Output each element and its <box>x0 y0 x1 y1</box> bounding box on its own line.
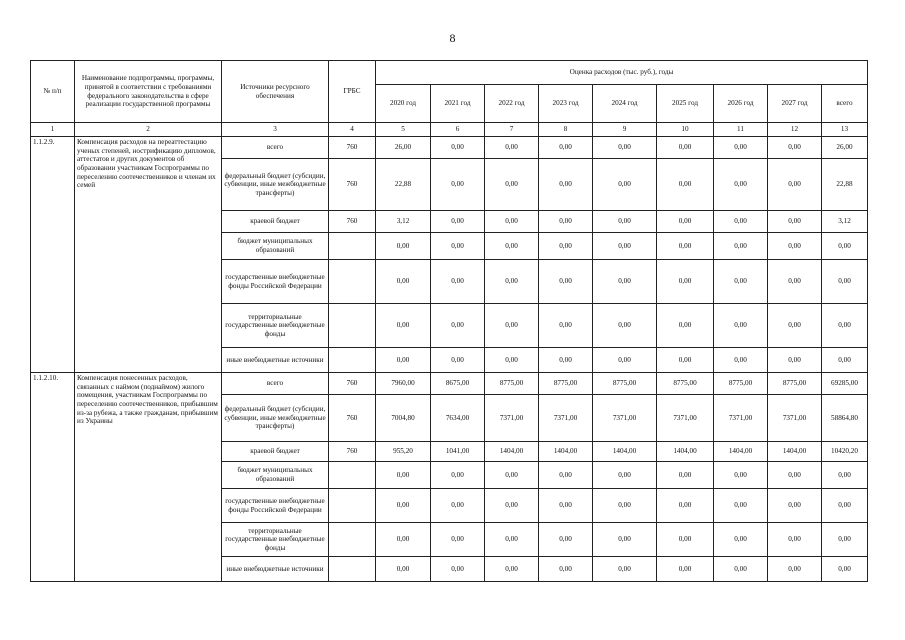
grbs-code <box>329 348 376 373</box>
funding-source: иные внебюджетные источники <box>222 557 329 582</box>
year-value: 22,88 <box>376 159 431 211</box>
year-value: 0,00 <box>714 260 768 304</box>
year-value: 0,00 <box>714 348 768 373</box>
total-value: 0,00 <box>822 348 868 373</box>
header-year: 2025 год <box>657 85 714 123</box>
year-value: 0,00 <box>485 462 539 489</box>
year-value: 0,00 <box>539 304 593 348</box>
year-value: 0,00 <box>539 233 593 260</box>
header-source: Источники ресурсного обеспечения <box>222 61 329 123</box>
total-value: 0,00 <box>822 233 868 260</box>
grbs-code <box>329 260 376 304</box>
year-value: 7371,00 <box>768 395 822 442</box>
item-name: Компенсация расходов на переаттестацию ученых степеней, нострификацию дипломов, аттестатов и других документов об образовании участникам Госпрограммы по переселению соотечественников и членам их семей <box>75 137 222 373</box>
year-value: 0,00 <box>539 462 593 489</box>
grbs-code <box>329 489 376 523</box>
column-number: 2 <box>75 123 222 137</box>
year-value: 0,00 <box>768 348 822 373</box>
year-value: 0,00 <box>431 348 485 373</box>
year-value: 0,00 <box>593 348 657 373</box>
total-value: 10420,20 <box>822 442 868 462</box>
year-value: 0,00 <box>539 489 593 523</box>
total-value: 0,00 <box>822 304 868 348</box>
year-value: 0,00 <box>431 233 485 260</box>
column-number: 4 <box>329 123 376 137</box>
year-value: 7634,00 <box>431 395 485 442</box>
header-year: 2020 год <box>376 85 431 123</box>
grbs-code: 760 <box>329 137 376 159</box>
year-value: 1404,00 <box>768 442 822 462</box>
year-value: 0,00 <box>768 159 822 211</box>
header-year: 2023 год <box>539 85 593 123</box>
grbs-code <box>329 304 376 348</box>
column-number: 10 <box>657 123 714 137</box>
year-value: 0,00 <box>376 260 431 304</box>
year-value: 7960,00 <box>376 373 431 395</box>
year-value: 0,00 <box>431 523 485 557</box>
year-value: 0,00 <box>485 523 539 557</box>
header-year: 2022 год <box>485 85 539 123</box>
year-value: 0,00 <box>768 489 822 523</box>
funding-source: иные внебюджетные источники <box>222 348 329 373</box>
year-value: 0,00 <box>657 260 714 304</box>
year-value: 0,00 <box>657 159 714 211</box>
year-value: 7371,00 <box>539 395 593 442</box>
total-value: 26,00 <box>822 137 868 159</box>
year-value: 0,00 <box>714 462 768 489</box>
year-value: 1404,00 <box>593 442 657 462</box>
header-year: 2024 год <box>593 85 657 123</box>
year-value: 0,00 <box>593 557 657 582</box>
total-value: 22,88 <box>822 159 868 211</box>
year-value: 0,00 <box>539 348 593 373</box>
funding-source: федеральный бюджет (субсидии, субвенции, иные межбюджетные трансферты) <box>222 159 329 211</box>
funding-source: всего <box>222 373 329 395</box>
year-value: 0,00 <box>714 159 768 211</box>
year-value: 0,00 <box>485 304 539 348</box>
column-number: 9 <box>593 123 657 137</box>
year-value: 0,00 <box>485 489 539 523</box>
year-value: 0,00 <box>376 489 431 523</box>
year-value: 0,00 <box>714 557 768 582</box>
funding-source: государственные внебюджетные фонды Российской Федерации <box>222 260 329 304</box>
year-value: 7371,00 <box>593 395 657 442</box>
year-value: 1404,00 <box>485 442 539 462</box>
year-value: 0,00 <box>539 137 593 159</box>
column-number: 7 <box>485 123 539 137</box>
year-value: 0,00 <box>431 304 485 348</box>
year-value: 0,00 <box>485 557 539 582</box>
year-value: 0,00 <box>714 523 768 557</box>
funding-source: территориальные государственные внебюджетные фонды <box>222 523 329 557</box>
year-value: 0,00 <box>657 304 714 348</box>
funding-source: всего <box>222 137 329 159</box>
year-value: 0,00 <box>539 557 593 582</box>
year-value: 0,00 <box>714 489 768 523</box>
year-value: 0,00 <box>593 233 657 260</box>
column-number: 8 <box>539 123 593 137</box>
total-value: 0,00 <box>822 462 868 489</box>
year-value: 8775,00 <box>768 373 822 395</box>
year-value: 0,00 <box>768 137 822 159</box>
year-value: 8775,00 <box>714 373 768 395</box>
year-value: 0,00 <box>376 348 431 373</box>
year-value: 0,00 <box>768 462 822 489</box>
year-value: 0,00 <box>485 211 539 233</box>
year-value: 0,00 <box>593 260 657 304</box>
year-value: 0,00 <box>431 159 485 211</box>
grbs-code: 760 <box>329 373 376 395</box>
header-num: № п/п <box>31 61 75 123</box>
year-value: 0,00 <box>657 137 714 159</box>
total-value: 0,00 <box>822 489 868 523</box>
year-value: 1404,00 <box>657 442 714 462</box>
year-value: 3,12 <box>376 211 431 233</box>
column-number: 5 <box>376 123 431 137</box>
year-value: 0,00 <box>768 557 822 582</box>
year-value: 1404,00 <box>539 442 593 462</box>
year-value: 0,00 <box>714 211 768 233</box>
column-number-row <box>31 123 868 137</box>
year-value: 8775,00 <box>593 373 657 395</box>
total-value: 69285,00 <box>822 373 868 395</box>
year-value: 0,00 <box>593 462 657 489</box>
year-value: 0,00 <box>431 462 485 489</box>
header-estimate: Оценка расходов (тыс. руб.), годы <box>376 61 868 85</box>
budget-table <box>30 60 868 582</box>
year-value: 0,00 <box>593 159 657 211</box>
column-number: 11 <box>714 123 768 137</box>
header-year: 2027 год <box>768 85 822 123</box>
grbs-code <box>329 233 376 260</box>
year-value: 0,00 <box>593 489 657 523</box>
grbs-code <box>329 557 376 582</box>
year-value: 0,00 <box>485 233 539 260</box>
year-value: 0,00 <box>376 523 431 557</box>
grbs-code <box>329 462 376 489</box>
grbs-code: 760 <box>329 159 376 211</box>
header-grbs: ГРБС <box>329 61 376 123</box>
year-value: 0,00 <box>376 233 431 260</box>
total-value: 3,12 <box>822 211 868 233</box>
year-value: 0,00 <box>431 489 485 523</box>
year-value: 0,00 <box>485 260 539 304</box>
year-value: 0,00 <box>657 557 714 582</box>
item-name: Компенсация понесенных расходов, связанных с наймом (поднаймом) жилого помещения, участникам Госпрограммы по переселению соотечественников, прибывшим из-за рубежа, а также гражданам, прибывшим из Украины <box>75 373 222 582</box>
header-year: 2021 год <box>431 85 485 123</box>
year-value: 0,00 <box>431 137 485 159</box>
column-number: 6 <box>431 123 485 137</box>
year-value: 7004,80 <box>376 395 431 442</box>
year-value: 0,00 <box>657 489 714 523</box>
year-value: 0,00 <box>657 211 714 233</box>
year-value: 7371,00 <box>485 395 539 442</box>
year-value: 0,00 <box>431 557 485 582</box>
year-value: 0,00 <box>768 233 822 260</box>
year-value: 0,00 <box>485 159 539 211</box>
year-value: 0,00 <box>376 462 431 489</box>
year-value: 955,20 <box>376 442 431 462</box>
grbs-code: 760 <box>329 211 376 233</box>
year-value: 0,00 <box>485 137 539 159</box>
year-value: 0,00 <box>714 233 768 260</box>
year-value: 0,00 <box>539 260 593 304</box>
year-value: 0,00 <box>657 462 714 489</box>
item-code: 1.1.2.9. <box>31 137 75 373</box>
year-value: 0,00 <box>768 523 822 557</box>
year-value: 0,00 <box>539 523 593 557</box>
year-value: 0,00 <box>593 137 657 159</box>
year-value: 0,00 <box>593 523 657 557</box>
year-value: 0,00 <box>714 304 768 348</box>
year-value: 8775,00 <box>539 373 593 395</box>
funding-source: краевой бюджет <box>222 442 329 462</box>
funding-source: бюджет муниципальных образований <box>222 233 329 260</box>
funding-source: территориальные государственные внебюджетные фонды <box>222 304 329 348</box>
year-value: 0,00 <box>593 304 657 348</box>
funding-source: краевой бюджет <box>222 211 329 233</box>
year-value: 0,00 <box>657 523 714 557</box>
table-row <box>31 373 868 395</box>
year-value: 8775,00 <box>657 373 714 395</box>
column-number: 3 <box>222 123 329 137</box>
year-value: 0,00 <box>431 211 485 233</box>
year-value: 0,00 <box>376 304 431 348</box>
table-row <box>31 137 868 159</box>
page-number: 8 <box>449 31 456 45</box>
column-number: 1 <box>31 123 75 137</box>
year-value: 1404,00 <box>714 442 768 462</box>
year-value: 0,00 <box>768 304 822 348</box>
column-number: 12 <box>768 123 822 137</box>
year-value: 26,00 <box>376 137 431 159</box>
year-value: 0,00 <box>768 211 822 233</box>
item-code: 1.1.2.10. <box>31 373 75 582</box>
total-value: 0,00 <box>822 523 868 557</box>
header-total: всего <box>822 85 868 123</box>
year-value: 0,00 <box>714 137 768 159</box>
grbs-code: 760 <box>329 442 376 462</box>
funding-source: государственные внебюджетные фонды Российской Федерации <box>222 489 329 523</box>
year-value: 8675,00 <box>431 373 485 395</box>
funding-source: федеральный бюджет (субсидии, субвенции, иные межбюджетные трансферты) <box>222 395 329 442</box>
year-value: 0,00 <box>768 260 822 304</box>
year-value: 8775,00 <box>485 373 539 395</box>
year-value: 0,00 <box>431 260 485 304</box>
year-value: 0,00 <box>376 557 431 582</box>
total-value: 0,00 <box>822 260 868 304</box>
grbs-code <box>329 523 376 557</box>
year-value: 1041,00 <box>431 442 485 462</box>
header-year: 2026 год <box>714 85 768 123</box>
grbs-code: 760 <box>329 395 376 442</box>
year-value: 0,00 <box>539 159 593 211</box>
year-value: 0,00 <box>485 348 539 373</box>
year-value: 7371,00 <box>657 395 714 442</box>
year-value: 0,00 <box>657 233 714 260</box>
funding-source: бюджет муниципальных образований <box>222 462 329 489</box>
year-value: 0,00 <box>657 348 714 373</box>
total-value: 0,00 <box>822 557 868 582</box>
total-value: 58864,80 <box>822 395 868 442</box>
year-value: 0,00 <box>539 211 593 233</box>
year-value: 0,00 <box>593 211 657 233</box>
column-number: 13 <box>822 123 868 137</box>
year-value: 7371,00 <box>714 395 768 442</box>
header-name: Наименование подпрограммы, программы, принятой в соответствии с требованиями федерального законодательства в сфере реализации государственной программы <box>75 61 222 123</box>
